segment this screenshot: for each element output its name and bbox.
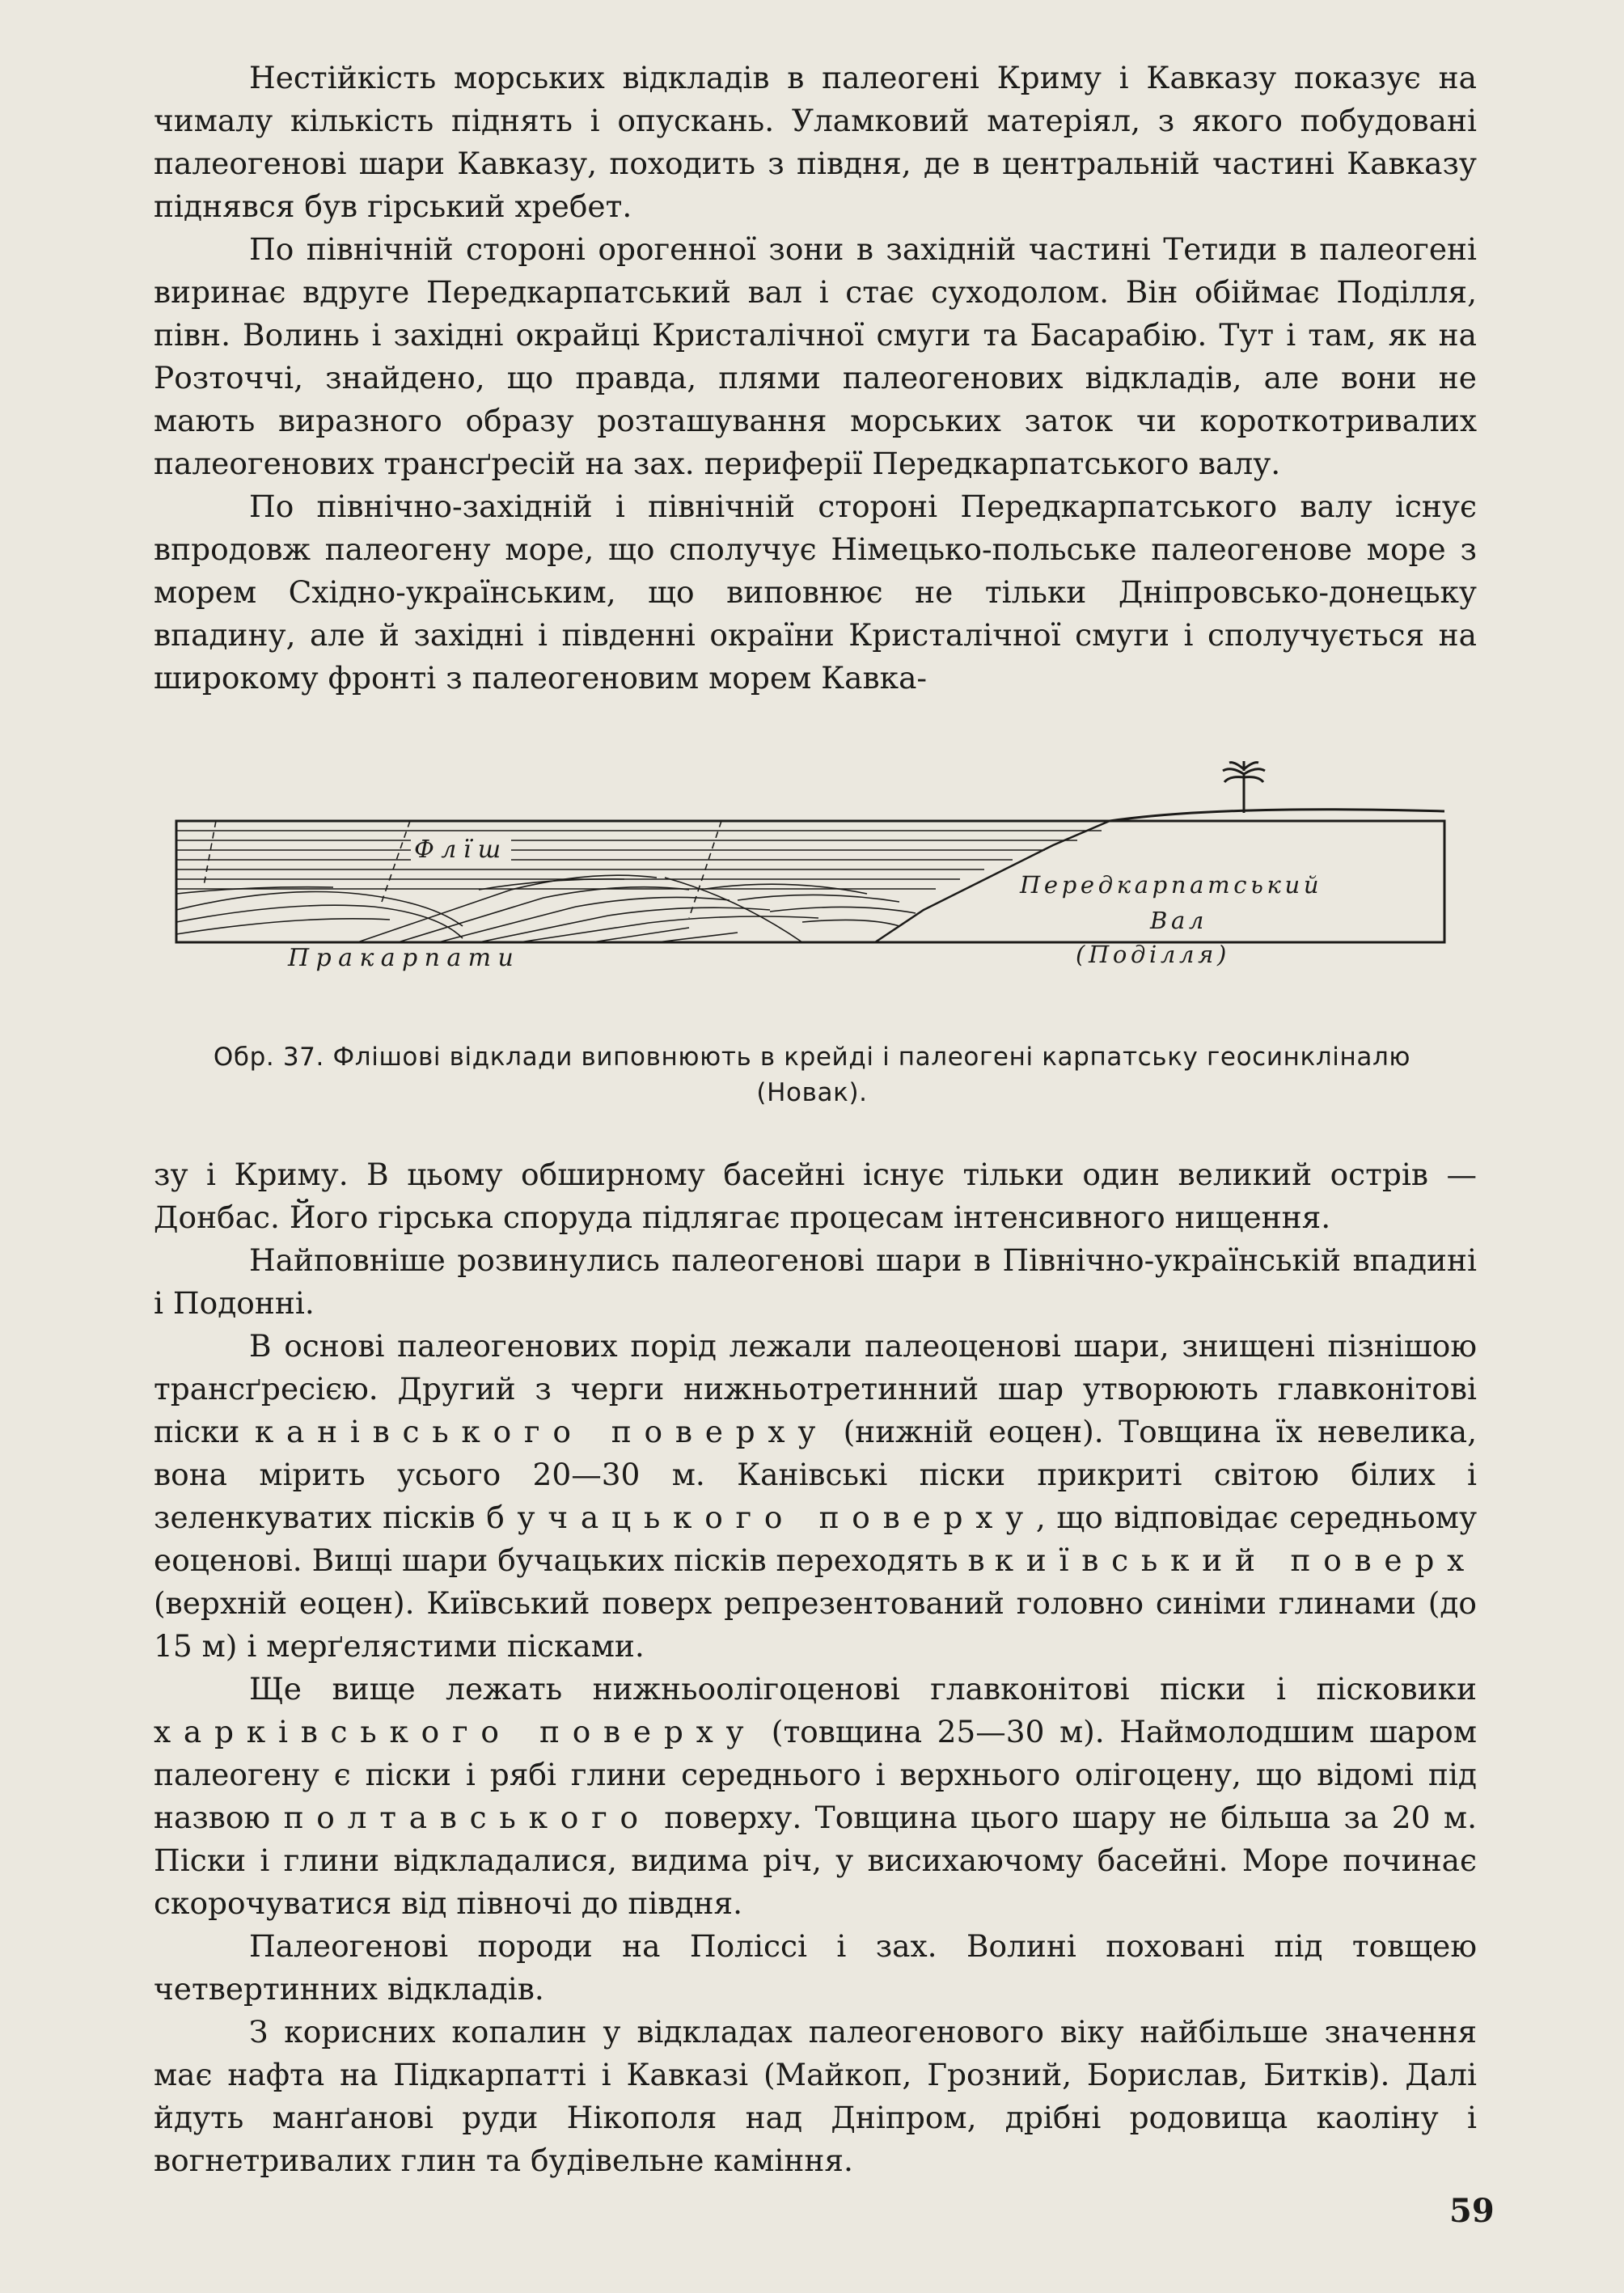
spaced-term: київський поверх [994, 1542, 1477, 1578]
figure-caption: Обр. 37. Флішові відклади виповнюють в крейді і палеогені карпатську геосинкліналю (Новак). [213, 1043, 1411, 1107]
spaced-term: харківського поверху [154, 1714, 757, 1749]
paragraph: По північно-західній і північній стороні Передкарпатського валу існує впродовж палеогену море, що сполучує Німецько-польське палеогенове море з морем Східно-українським, що виповнює не тільки Дніпровсько-донецьку впадину, але й західні і південні окраїни Кристалічної смуги і сполучується на широкому фронті з палеогеновим морем Кавка- [154, 489, 1477, 696]
spaced-term: канівського поверху [254, 1414, 829, 1449]
paragraph: Ще вище лежать нижньоолігоценові главконітові піски і пісковики харківського поверху (товщина 25—30 м). Наймолодшим шаром палеогену є піски і рябі глини середнього і верхнього олігоцену, що відомі під назвою полтавського поверху. Товщина цього шару не більша за 20 м. Піски і глини відкладалися, видима річ, у висихаючому басейні. Море починає скорочуватися від півночі до півдня. [154, 1671, 1478, 1921]
bottom-text-block [154, 1153, 1477, 2182]
val-label-line3: (Поділля) [1076, 941, 1230, 968]
palm-tree-icon [1223, 761, 1265, 813]
spaced-term: бучацького поверху [486, 1500, 1036, 1535]
paragraph: По північній стороні орогенної зони в західній частині Тетиди в палеогені виринає вдруге Передкарпатський вал і стає суходолом. Він обіймає Поділля, півн. Волинь і західні окрайці Кристалічної смуги та Басарабію. Тут і там, як на Розточчі, знайдено, що правда, плями палеогенових відкладів, але вони не мають виразного образу розташування морських заток чи короткотривалих палеогенових трансґресій на зах. периферії Передкарпатського валу. [154, 231, 1477, 481]
paragraph: В основі палеогенових порід лежали палеоценові шари, знищені пізнішою трансґресією. Другий з черги нижньотретинний шар утворюють главконітові піски канівського поверху (нижній еоцен). Товщина їх невелика, вона мірить усього 20—30 м. Канівські піски прикриті світою білих і зеленкуватих пісків бучацького поверху, що відповідає середньому еоценові. Вищі шари бучацьких пісків переходять в київський поверх (верхній еоцен). Київський поверх репрезентований головно синіми глинами (до 15 м) і мерґелястими пісками. [154, 1328, 1478, 1664]
page-number: 59 [1449, 2192, 1495, 2230]
val-label-line2: Вал [1150, 907, 1207, 934]
val-label-line1: Передкарпатський [1020, 871, 1323, 899]
flysch-label: Флїш [411, 836, 511, 864]
paragraph: Нестійкість морських відкладів в палеогені Криму і Кавказу показує на чималу кількість піднять і опускань. Уламковий матеріял, з якого побудовані палеогенові шари Кавказу, походить з півдня, де в центральній частині Кавказу піднявся був гірський хребет. [154, 60, 1477, 224]
figure-37 [171, 756, 1449, 1011]
paragraph: зу і Криму. В цьому обширному басейні існує тільки один великий острів — Донбас. Його гірська споруда підлягає процесам інтенсивного нищення. [154, 1157, 1477, 1235]
paragraph: Палеогенові породи на Поліссі і зах. Волині поховані під товщею четвертинних відкладів. [154, 1928, 1477, 2007]
spaced-term: полтавського [283, 1800, 651, 1835]
paragraph: Найповніше розвинулись палеогенові шари в Північно-українській впадині і Подонні. [154, 1242, 1477, 1321]
paragraph: З корисних копалин у відкладах палеогенового віку найбільше значення має нафта на Підкарпатті і Кавказі (Майкоп, Грозний, Борислав, Битків). Далі йдуть манґанові руди Нікополя над Дніпром, дрібні родовища каоліну і вогнетривалих глин та будівельне каміння. [154, 2014, 1477, 2178]
top-text-block [154, 57, 1477, 700]
prakarpaty-label: Пракарпати [285, 944, 523, 972]
